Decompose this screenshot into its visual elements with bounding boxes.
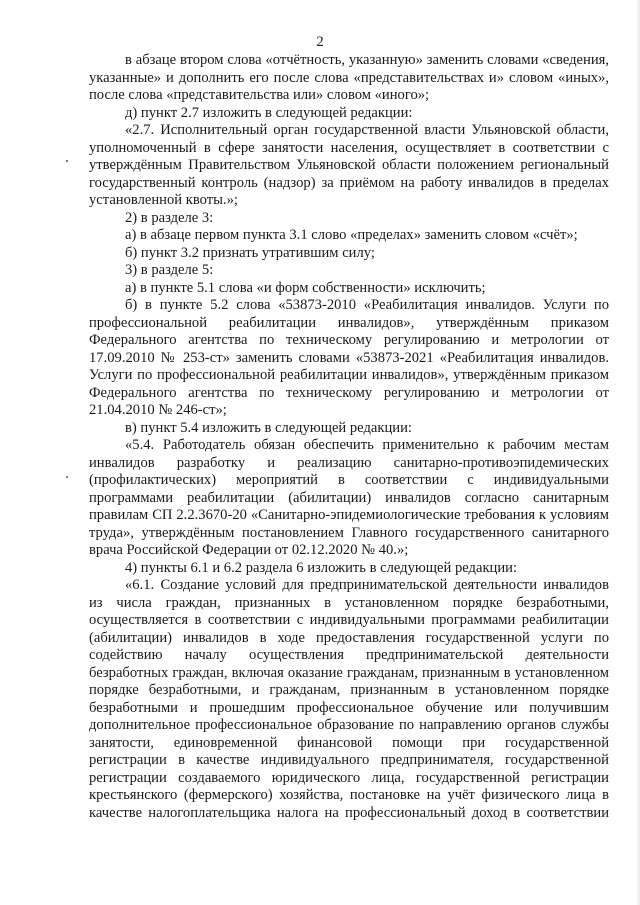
paragraph: а) в абзаце первом пункта 3.1 слово «пределах» заменить словом «счёт»; bbox=[125, 227, 578, 243]
paragraph: «6.1. Создание условий для предпринимательской деятельности инвалидов из числа граждан, признанных в установленном порядке безработными, осуществляется в соответствии с индивидуальными программами реабилитации (абилитации) инвалидов в ходе предоставления государственной услуги по содействию началу осуществления предпринимательской деятельности безработных граждан, включая оказание гражданам, признанным в установленном порядке безработными, и гражданам, признанным в установленном порядке безработными и прошедшим профессиональное обучение или получившим дополнительное профессиональное образование по направлению органов службы занятости, единовременной финансовой помощи при государственной регистрации в качестве индивидуального предпринимателя, государственной регистрации создаваемого юридического лица, государственной регистрации крестьянского (фермерского) хозяйства, постановке на учёт физического лица в качестве налогоплательщика налога на профессиональный доход в соответствии bbox=[89, 577, 609, 821]
page-number: 2 bbox=[316, 34, 324, 50]
paragraph: «2.7. Исполнительный орган государственной власти Ульяновской области, уполномоченный в сфере занятости населения, осуществляет в соответствии с утверждённым Правительством Ульяновской области положением региональный государственный контроль (надзор) за приёмом на работу инвалидов в пределах установленной квоты.»; bbox=[89, 122, 609, 208]
paragraph: б) пункт 3.2 признать утратившим силу; bbox=[125, 244, 375, 261]
scan-speck bbox=[66, 476, 68, 478]
document-body bbox=[89, 52, 609, 822]
paragraph: 3) в разделе 5: bbox=[125, 262, 214, 278]
paragraph: в абзаце втором слова «отчётность, указанную» заменить словами «сведения, указанные» и дополнить его после слова «представительствах и» словом «иных», после слова «представительства или» словом «иного»; bbox=[89, 52, 609, 103]
paragraph: б) в пункте 5.2 слова «53873-2010 «Реабилитация инвалидов. Услуги по профессиональной реабилитации инвалидов», утверждённым приказом Федерального агентства по техническому регулированию и метрологии от 17.09.2010 № 253-ст» заменить словами «53873-2021 «Реабилитация инвалидов. Услуги по профессиональной реабилитации инвалидов», утверждённым приказом Федерального агентства по техническому регулированию и метрологии от 21.04.2010 № 246-ст»; bbox=[89, 297, 609, 418]
paragraph: в) пункт 5.4 изложить в следующей редакции: bbox=[125, 419, 412, 436]
scan-speck bbox=[66, 160, 68, 162]
paragraph: 4) пункты 6.1 и 6.2 раздела 6 изложить в следующей редакции: bbox=[125, 559, 518, 576]
paragraph: а) в пункте 5.1 слова «и форм собственности» исключить; bbox=[125, 279, 486, 296]
paragraph: «5.4. Работодатель обязан обеспечить применительно к рабочим местам инвалидов разработку и реализацию санитарно-противоэпидемических (профилактических) мероприятий в соответствии с индивидуальными программами реабилитации (абилитации) инвалидов согласно санитарным правилам СП 2.2.3670-20 «Санитарно-эпидемиологические требования к условиям труда», утверждённым постановлением Главного государственного санитарного врача Российской Федерации от 02.12.2020 № 40.»; bbox=[89, 437, 609, 558]
paragraph: 2) в разделе 3: bbox=[125, 209, 214, 226]
page-edge-shadow bbox=[636, 0, 640, 905]
paragraph: д) пункт 2.7 изложить в следующей редакции: bbox=[125, 104, 413, 121]
